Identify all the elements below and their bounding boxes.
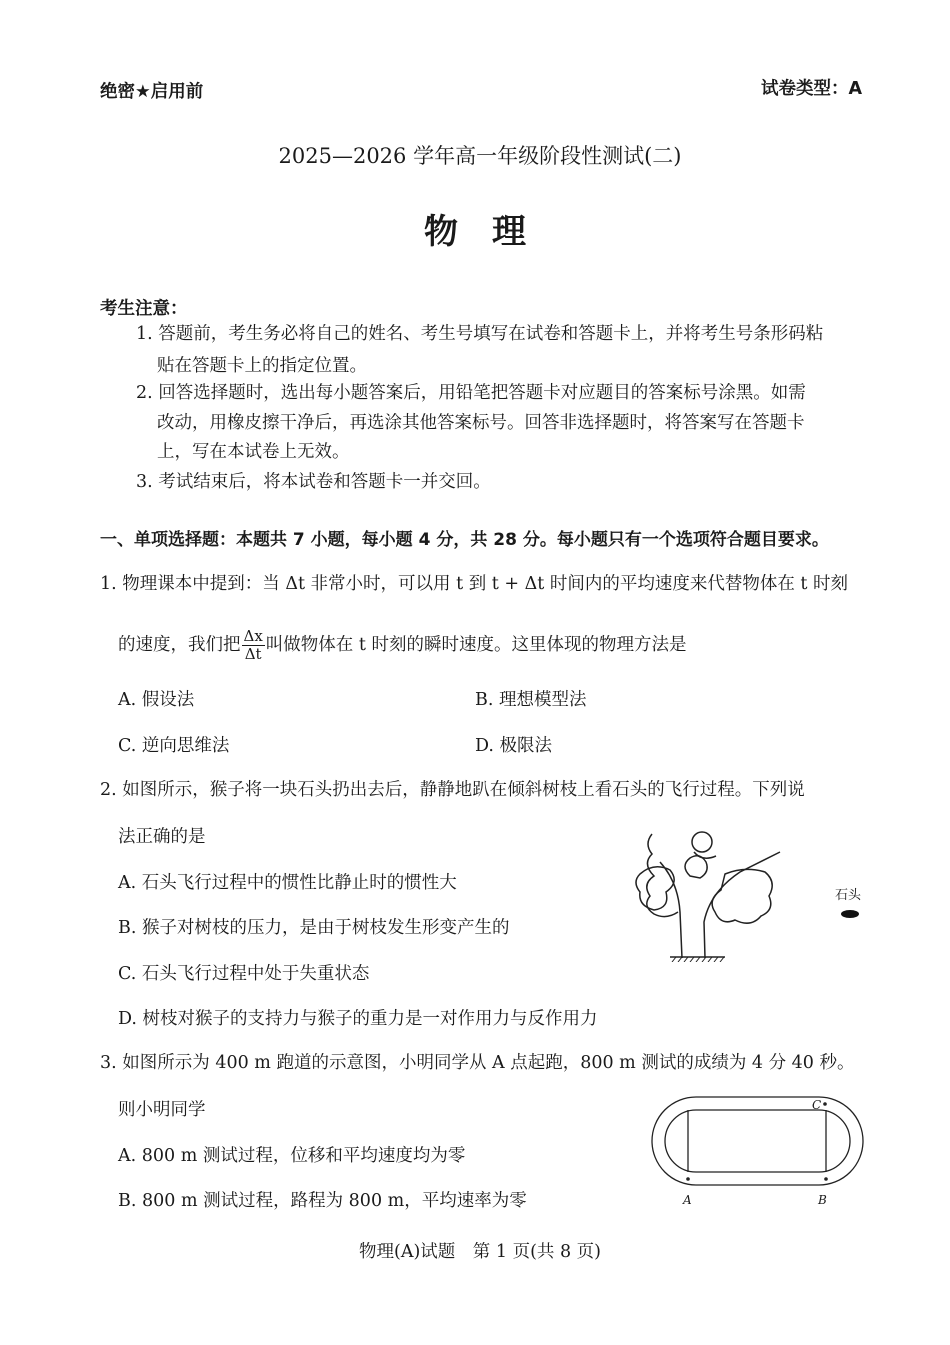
q3-option-b: B. 800 m 测试过程，路程为 800 m，平均速率为零 (118, 1191, 527, 1211)
q2-option-d: D. 树枝对猴子的支持力与猴子的重力是一对作用力与反作用力 (118, 1009, 598, 1029)
fraction-numerator: Δx (243, 627, 263, 645)
notice-item-3: 3. 考试结束后，将本试卷和答题卡一并交回。 (136, 472, 491, 492)
q2-stem-cont: 法正确的是 (118, 827, 206, 847)
confidential-label: 绝密★启用前 (100, 82, 204, 102)
fraction-denominator: Δt (244, 645, 262, 663)
exam-title: 2025—2026 学年高一年级阶段性测试(二) (278, 144, 682, 168)
q2-option-a: A. 石头飞行过程中的惯性比静止时的惯性大 (118, 873, 457, 893)
q2-option-b: B. 猴子对树枝的压力，是由于树枝发生形变产生的 (118, 918, 510, 938)
stone-label: 石头 (835, 888, 862, 903)
track-figure (650, 1095, 865, 1190)
notice-item-2-cont: 改动，用橡皮擦干净后，再选涂其他答案标号。回答非选择题时，将答案写在答题卡 (157, 413, 805, 433)
q2-option-c: C. 石头飞行过程中处于失重状态 (118, 964, 370, 984)
q1-option-c: C. 逆向思维法 (118, 736, 230, 756)
notice-item-1: 1. 答题前，考生务必将自己的姓名、考生号填写在试卷和答题卡上，并将考生号条形码粘 (136, 324, 824, 344)
q1-option-b: B. 理想模型法 (475, 690, 587, 710)
notice-item-2-cont2: 上，写在本试卷上无效。 (157, 442, 350, 462)
q1-option-a: A. 假设法 (118, 690, 195, 710)
section-heading: 一、单项选择题：本题共 7 小题，每小题 4 分，共 28 分。每小题只有一个选项符合题目要求。 (100, 530, 829, 550)
track-label-a: A (683, 1193, 692, 1207)
q1-text-pre: 的速度，我们把 (118, 635, 241, 655)
page-footer: 物理(A)试题 第 1 页(共 8 页) (359, 1242, 601, 1262)
q3-stem: 3. 如图所示为 400 m 跑道的示意图，小明同学从 A 点起跑，800 m 测试的成绩为 4 分 40 秒。 (100, 1053, 855, 1073)
notice-item-2: 2. 回答选择题时，选出每小题答案后，用铅笔把答题卡对应题目的答案标号涂黑。如需 (136, 383, 806, 403)
q3-option-a: A. 800 m 测试过程，位移和平均速度均为零 (118, 1146, 466, 1166)
q1-stem: 1. 物理课本中提到：当 Δt 非常小时，可以用 t 到 t + Δt 时间内的平均速度来代替物体在 t 时刻 (100, 574, 848, 594)
q1-text-post: 叫做物体在 t 时刻的瞬时速度。这里体现的物理方法是 (265, 635, 687, 655)
monkey-tree-figure (630, 822, 870, 962)
subject-title: 物 理 (424, 212, 526, 252)
track-label-c: C (812, 1098, 822, 1112)
stone-icon (841, 910, 859, 918)
q1-option-d: D. 极限法 (475, 736, 553, 756)
q2-stem: 2. 如图所示，猴子将一块石头扔出去后，静静地趴在倾斜树枝上看石头的飞行过程。下列说 (100, 780, 805, 800)
track-label-b: B (818, 1193, 827, 1207)
q1-stem-cont (118, 628, 686, 663)
notice-item-1-cont: 贴在答题卡上的指定位置。 (157, 356, 367, 376)
fraction (242, 628, 265, 663)
notice-heading: 考生注意： (100, 299, 188, 319)
paper-type-label: 试卷类型：A (760, 79, 862, 99)
q3-stem-cont: 则小明同学 (118, 1100, 206, 1120)
